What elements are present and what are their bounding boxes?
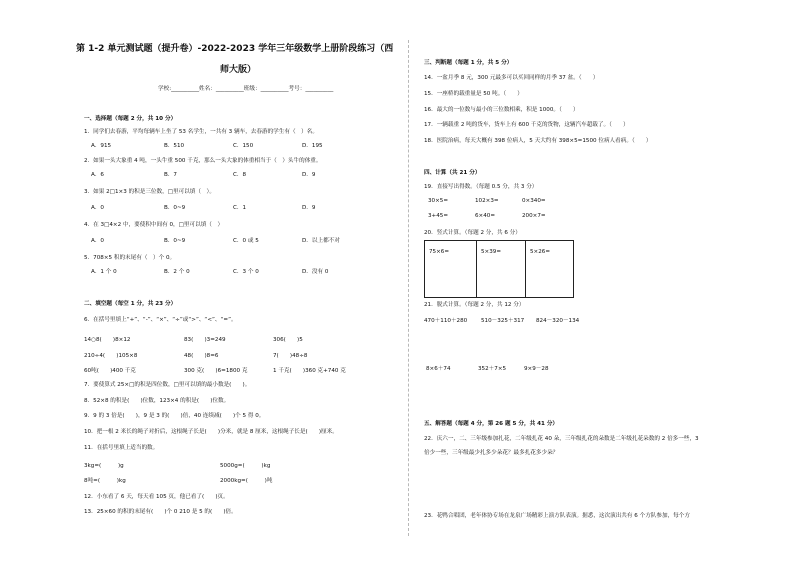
page-title-line1: 第 1-2 单元测试题（提升卷）-2022-2023 学年三年级数学上册阶段练习（西 (76, 44, 394, 54)
q21-row1-b: 510－325＋317 (481, 318, 525, 324)
q5-option-a: A．1 个 0 (91, 269, 117, 275)
q4-option-d: D．以上都不对 (302, 238, 340, 244)
vertical-calc-table (424, 240, 574, 298)
q3-option-b: B．0~9 (164, 205, 186, 211)
q11-row1-b: 5000g=( )kg (220, 463, 271, 469)
q1-option-b: B．510 (164, 143, 185, 149)
q6-row2-a: 210÷4( )105×8 (84, 353, 138, 359)
q5-option-c: C．3 个 0 (233, 269, 259, 275)
question-22-line2: 倍少一些，三年级最少扎多少朵花？最多扎花多少朵？ (424, 450, 559, 456)
q21-row2-a: 8×6＋74 (426, 366, 451, 372)
section-multiple-choice: 一、选择题（每题 2 分，共 10 分） (84, 116, 177, 122)
q6-row1-c: 306( )5 (273, 337, 303, 343)
q6-row1-b: 83( )3=249 (184, 337, 226, 343)
question-5: 5．708×5 积的末尾有（ ）个 0。 (84, 255, 176, 261)
q21-row1-c: 824－320－134 (536, 318, 580, 324)
q11-row1-a: 3kg=( )g (84, 463, 124, 469)
q3-option-c: C．1 (233, 205, 247, 211)
question-12: 12．小东看了 6 天，每天看 105 页，他已看了( )页。 (84, 494, 229, 500)
q1-option-c: C．150 (233, 143, 254, 149)
question-10: 10．把一根 2 米长的绳子对折后，这根绳子长是( )分米，就是 8 厘米，这根绳子长是( )厘米。 (84, 429, 338, 435)
question-11: 11．在括号里填上适当的数。 (84, 445, 159, 451)
q1-option-a: A．915 (91, 143, 112, 149)
q11-row2-b: 2000kg=( )吨 (220, 478, 273, 484)
q19-row1-a: 30×5= (428, 198, 449, 204)
q5-option-d: D．没有 0 (302, 269, 329, 275)
q6-row2-b: 48( )8=6 (184, 353, 219, 359)
q21-row2-c: 9×9－28 (524, 366, 549, 372)
q6-row3-b: 300 克( )6=1800 克 (184, 368, 248, 374)
question-4: 4．在 3□4×2 中，要使积中间有 0，□里可以填（ ） (84, 222, 224, 228)
q2-option-b: B．7 (164, 172, 177, 178)
question-18: 18．医院治病，每天大概有 398 位病人，5 天大约有 398×5=1500 位病人看病。（ ） (424, 138, 652, 144)
vertical-calc-cell: 75×6= (425, 241, 477, 297)
q21-row1-a: 470＋110＋280 (424, 318, 468, 324)
question-7: 7．要使算式 25×□的积是四位数，□里可以填的最小数是( )。 (84, 382, 251, 388)
q2-option-c: C．8 (233, 172, 247, 178)
q6-row2-c: 7( )48÷8 (273, 353, 308, 359)
q4-option-a: A．0 (91, 238, 104, 244)
q6-row1-a: 14○8( )8×12 (84, 337, 131, 343)
question-6: 6．在括号里填上“+”、“-”、“×”、“÷”或“>”、“<”、“=”。 (84, 317, 237, 323)
q19-row1-b: 102×3= (475, 198, 499, 204)
q3-option-d: D．9 (302, 205, 316, 211)
vertical-calc-cell: 5×26= (530, 249, 551, 255)
question-23: 23．花鸭合唱团，老年体协专场在龙泉广场精彩上演方队表演。据悉，这次演出共有 6 个方队参加，每个方 (424, 513, 690, 519)
q6-row3-c: 1 千克( )360 克+740 克 (273, 368, 346, 374)
q6-row3-a: 60吨( )400 千克 (84, 368, 136, 374)
question-1: 1．同学们去春游，平均每辆车上坐了 53 名学生，一共有 3 辆车，去春游的学生有（ ）名。 (84, 129, 318, 135)
question-9: 9．9 的 3 倍是( )，9 是 3 的( )倍，40 连续减( )个 5 得 0。 (84, 413, 265, 419)
column-divider (408, 40, 409, 536)
question-21: 21．脱式计算。（每题 2 分，共 12 分） (424, 302, 525, 308)
question-17: 17．一辆载重 2 吨的货车，货车上有 600 千克的货物，这辆汽车超载了。（ ） (424, 122, 629, 128)
question-22-line1: 22．庆六一，二、三年级参加扎花，二年级扎花 40 朵，三年级扎花的朵数是二年级扎花朵数的 2 倍多一些，3 (424, 436, 699, 442)
q1-option-d: D．195 (302, 143, 323, 149)
question-14: 14．一盆月季 8 元，300 元最多可以买回同样的月季 37 盆。（ ） (424, 75, 599, 81)
q11-row2-a: 8吨=( )kg (84, 478, 126, 484)
question-8: 8．52×8 的积是( )位数，123×4 的积是( )位数。 (84, 398, 230, 404)
q2-option-d: D．9 (302, 172, 316, 178)
section-fill-in: 二、填空题（每空 1 分，共 23 分） (84, 301, 177, 307)
vertical-calc-cell: 5×39= (477, 241, 526, 297)
question-15: 15．一座桥的载重量是 50 吨。（ ） (424, 91, 523, 97)
q21-row2-b: 352＋7×5 (478, 366, 507, 372)
question-16: 16．最大的一位数与最小的三位数相乘，积是 1000。（ ） (424, 107, 579, 113)
section-true-false: 三、判断题（每题 1 分，共 5 分） (424, 60, 513, 66)
question-2: 2．如果一头大象重 4 吨，一头牛重 500 千克，那么一头大象的体重相当于（ ）头牛的体重。 (84, 158, 322, 164)
q2-option-a: A．6 (91, 172, 104, 178)
q19-row1-c: 0×340= (522, 198, 546, 204)
q4-option-b: B．0~9 (164, 238, 186, 244)
section-calculation: 四、计算（共 21 分） (424, 170, 481, 176)
question-19: 19．直接写出得数。（每题 0.5 分，共 3 分） (424, 184, 538, 190)
student-info-line: 学校:__________姓名：__________班级：__________考号：__________ (158, 86, 334, 92)
question-3: 3．如果 2□1×3 的积是三位数，□里可以填（ ）。 (84, 189, 215, 195)
q19-row2-a: 3+45= (428, 213, 449, 219)
page-title-line2: 师大版） (220, 65, 257, 75)
q5-option-b: B．2 个 0 (164, 269, 190, 275)
q19-row2-c: 200×7= (522, 213, 546, 219)
q19-row2-b: 6×40= (475, 213, 496, 219)
q3-option-a: A．0 (91, 205, 104, 211)
q4-option-c: C．0 或 5 (233, 238, 259, 244)
section-word-problems: 五、解答题（每题 4 分，第 26 题 5 分，共 41 分） (424, 421, 559, 427)
question-13: 13．25×60 的积的末尾有( )个 0 210 是 5 的( )倍。 (84, 509, 237, 515)
question-20: 20．竖式计算。（每题 2 分，共 6 分） (424, 230, 521, 236)
